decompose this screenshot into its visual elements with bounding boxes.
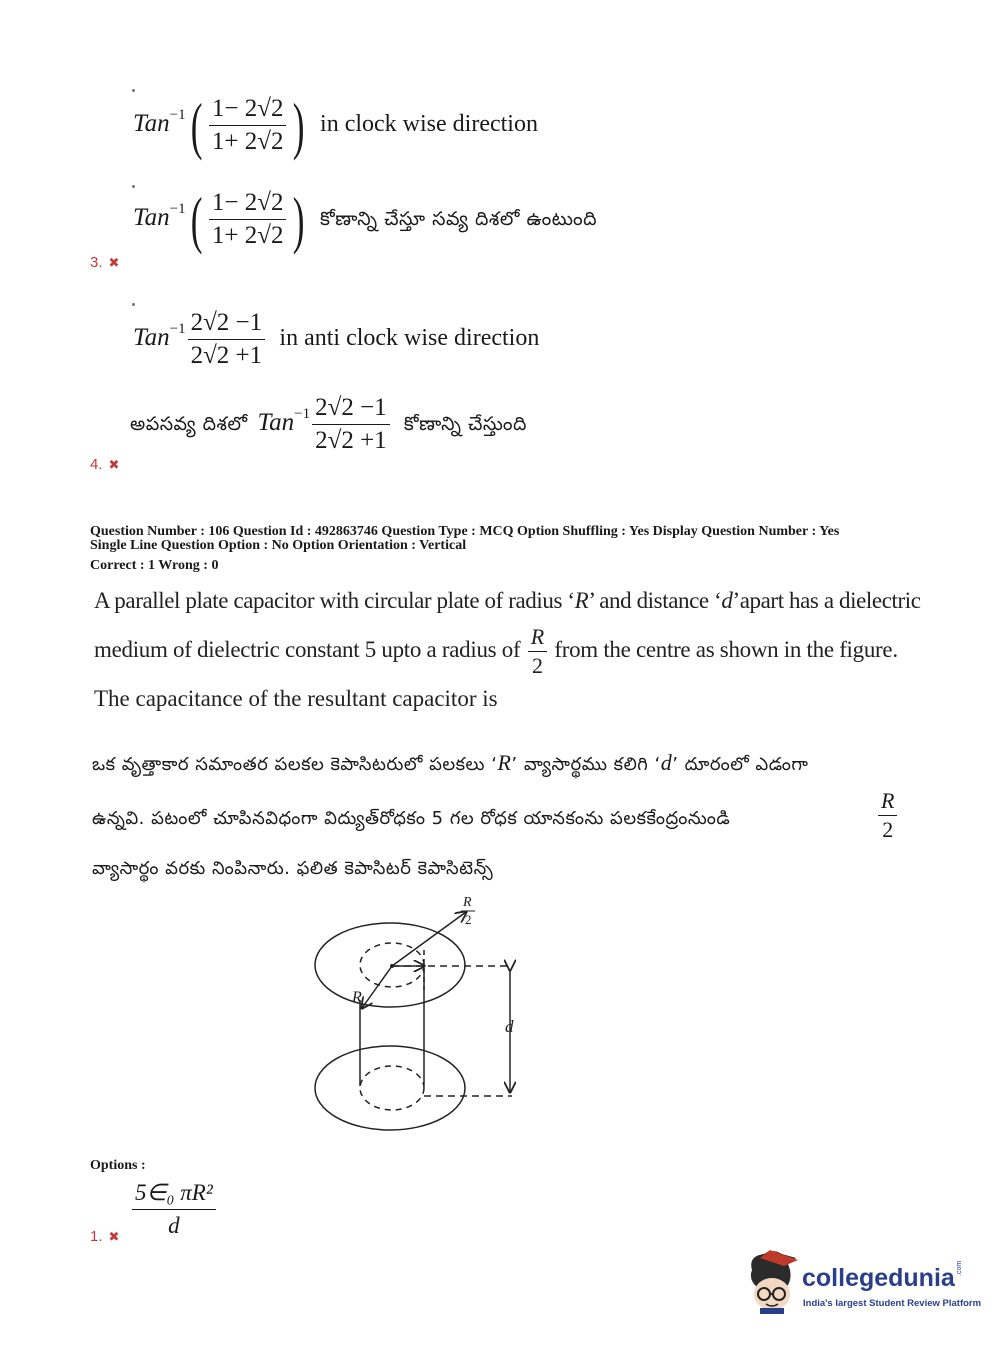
question-te-fraction: $\frac{R}{2}$ xyxy=(876,788,899,843)
logo-suffix: .com xyxy=(956,1260,963,1276)
question-en-line-3: The capacitance of the resultant capacitor is xyxy=(94,686,498,711)
option-4-english-line: Tan$^{-1}$ $\frac{2√2 -1}{2√2 +1}$ in anti clock wise direction xyxy=(133,309,540,369)
question-meta-line-1: Question Number : 106 Question Id : 492863746 Question Type : MCQ Option Shuffling : Yes Display Question Number : Yes xyxy=(90,524,840,539)
option-4-number: 4. ✖ xyxy=(90,456,120,473)
option-3-english-line: Tan$^{-1}$( $\frac{1- 2√2}{1+ 2√2}$ ) in clock wise direction xyxy=(133,89,538,161)
question-meta-line-2: Single Line Question Option : No Option Orientation : Vertical xyxy=(90,538,467,553)
label-r: R xyxy=(352,989,362,1006)
question-en-line-1: A parallel plate capacitor with circular plate of radius ‘R’ and distance ‘d’apart has a dielectric xyxy=(94,588,921,613)
question-meta-line-3: Correct : 1 Wrong : 0 xyxy=(90,558,219,573)
fraction: $\frac{1- 2√2}{1+ 2√2}$ xyxy=(209,94,287,157)
question-te-line-1: ఒక వృత్తాకార సమాంతర పలకల కెపాసిటరులో పలకలు ‘R’ వ్యాసార్థము కలిగి ‘d’ దూరంలో ఎడంగా xyxy=(92,750,809,775)
question-te-line-3: వ్యాసార్థం వరకు నింపినారు. ఫలిత కెపాసిటర్ కెపాసిటెన్స్ xyxy=(92,858,494,879)
r-arrow-out xyxy=(392,912,466,966)
label-r-half-num: R xyxy=(463,895,472,910)
dielectric-bottom xyxy=(360,1066,424,1110)
option-1-formula: $\frac{\text{5∈₀ πR²}}{d}$ xyxy=(130,1178,218,1241)
question-en-line-2: medium of dielectric constant 5 upto a radius of $\frac{R}{2}$ from the centre as shown in the figure. xyxy=(94,624,898,678)
wrong-icon: ✖ xyxy=(108,1230,120,1245)
top-plate xyxy=(315,923,465,1007)
label-r-half-den: 2 xyxy=(465,912,472,927)
bottom-plate xyxy=(315,1046,465,1130)
option-3-telugu-text: కోణాన్ని చేస్తూ సవ్య దిశలో ఉంటుంది xyxy=(320,208,598,231)
mascot-icon xyxy=(742,1248,800,1314)
dot-marker xyxy=(132,89,135,92)
option-4-telugu-line: అపసవ్య దిశలో Tan$^{-1}$ $\frac{2√2 -1}{2√2 +1}$ కోణాన్ని చేస్తుంది xyxy=(130,394,527,454)
collegedunia-logo[interactable] xyxy=(742,1248,982,1318)
fraction-r-over-2: $\frac{R}{2}$ xyxy=(528,624,547,679)
logo-name: collegedunia xyxy=(802,1264,955,1292)
option-3-telugu-line: Tan$^{-1}$( $\frac{1- 2√2}{1+ 2√2}$ ) కోణాన్ని చేస్తూ సవ్య దిశలో ఉంటుంది xyxy=(133,183,598,255)
fraction: $\frac{1- 2√2}{1+ 2√2}$ xyxy=(209,188,287,251)
tan-function: Tan xyxy=(133,110,170,138)
logo-tagline: India's largest Student Review Platform xyxy=(803,1298,982,1309)
capacitor-figure xyxy=(300,890,540,1145)
option-4-telugu-post: కోణాన్ని చేస్తుంది xyxy=(403,413,527,436)
option-4-telugu-pre: అపసవ్య దిశలో xyxy=(130,413,248,436)
fraction: $\frac{2√2 -1}{2√2 +1}$ xyxy=(188,308,266,371)
label-d: d xyxy=(505,1017,514,1036)
option-1-number: 1. ✖ xyxy=(90,1228,120,1245)
option-4-english-text: in anti clock wise direction xyxy=(279,325,540,352)
wrong-icon: ✖ xyxy=(108,256,120,271)
option-3-english-text: in clock wise direction xyxy=(320,111,538,138)
options-label: Options : xyxy=(90,1158,146,1173)
option-3-number: 3. ✖ xyxy=(90,254,120,271)
dot-marker xyxy=(132,303,135,306)
fraction: $\frac{2√2 -1}{2√2 +1}$ xyxy=(312,393,390,456)
question-te-line-2: ఉన్నవి. పటంలో చూపినవిధంగా విద్యుత్‌రోధకం 5 గల రోధక యానకంను పలకకేంద్రంనుండి xyxy=(92,808,731,829)
wrong-icon: ✖ xyxy=(108,458,120,473)
